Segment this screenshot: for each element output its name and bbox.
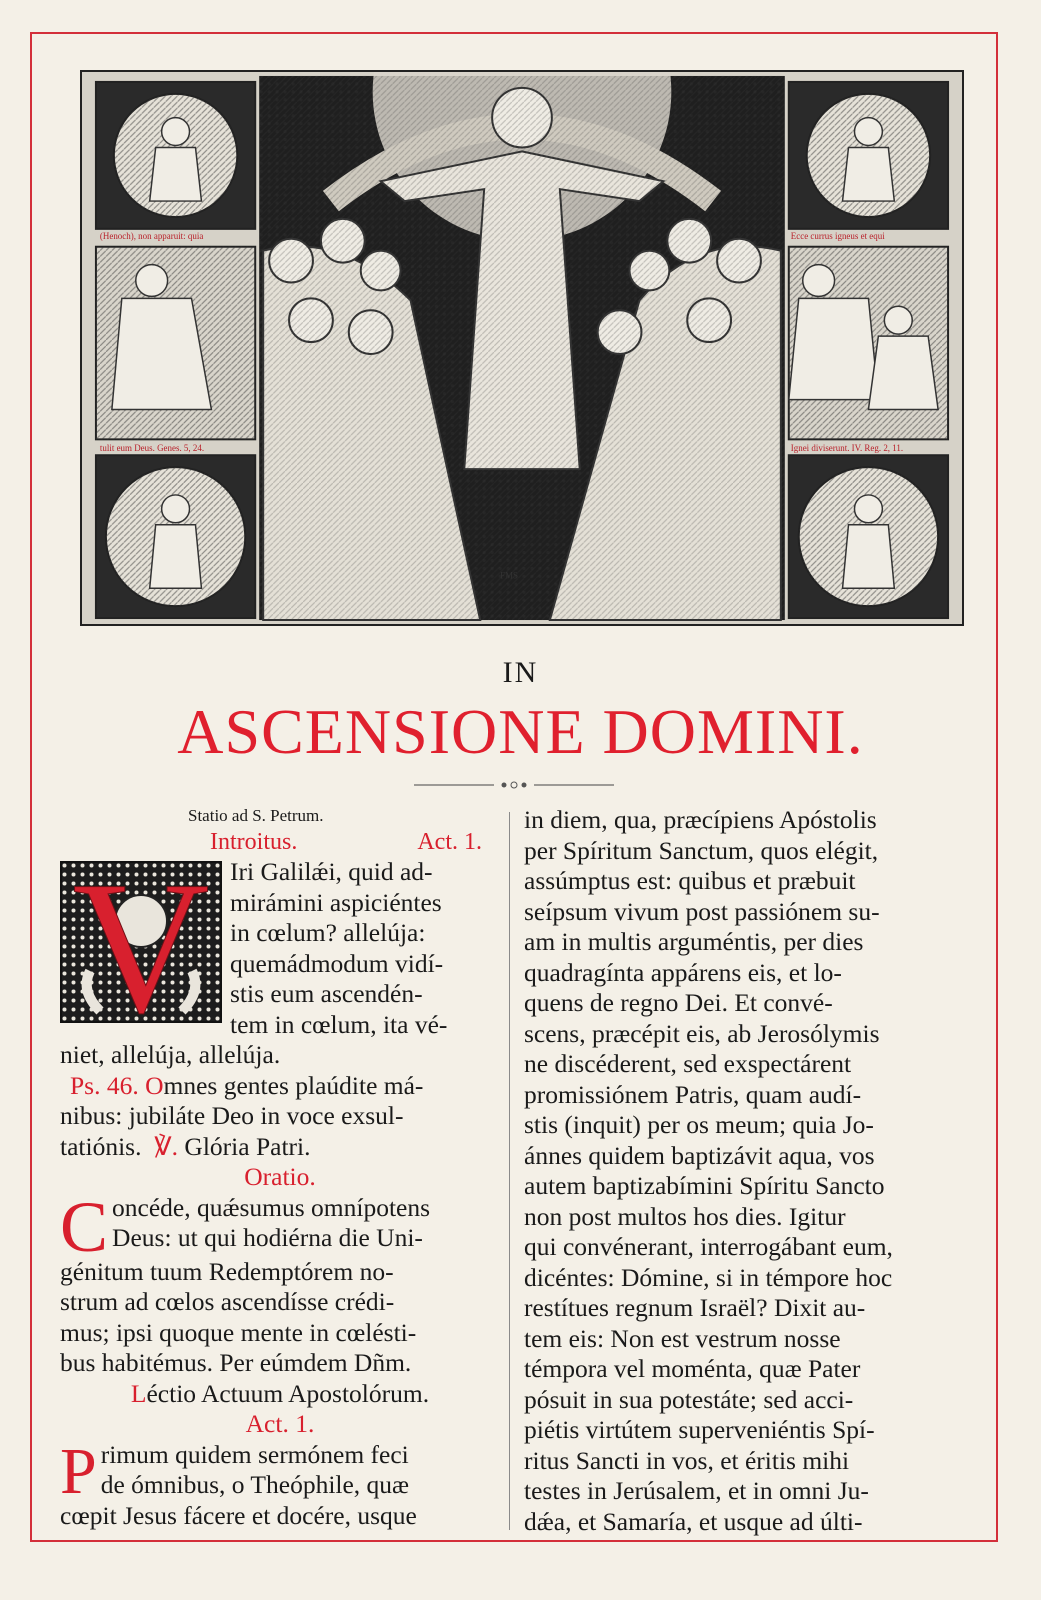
reading-line: ritus Sancti in vos, et éritis mihi <box>524 1445 850 1475</box>
reading-line: stis (inquit) per os meum; quia Jo- <box>524 1110 874 1139</box>
introitus-line: stis eum ascendén- <box>230 979 423 1008</box>
oratio-line: oncéde, quǽsumus omnípotens <box>112 1192 431 1222</box>
psalm-reference: Ps. 46. <box>70 1070 139 1100</box>
oratio-line: bus habitémus. Per eúmdem Dñm. <box>60 1348 412 1377</box>
reading-line: autem baptizabímini Spíritu Sancto <box>524 1171 885 1200</box>
caption-mid-left: tulit eum Deus. Genes. 5, 24. <box>99 443 205 454</box>
reading-line: dicéntes: Dómine, si in témpore hoc <box>524 1262 893 1292</box>
lectio-line: de ómnibus, o Theóphile, quæ <box>100 1470 410 1499</box>
reading-line: témpora vel moménta, quæ Pater <box>524 1354 861 1383</box>
reading-line: assúmptus est: quibus et præbuit <box>524 866 856 895</box>
introitus-reference: Act. 1. <box>417 829 482 855</box>
oratio-label: Oratio. <box>244 1162 316 1191</box>
psalm-line: nibus: jubiláte Deo in voce exsul- <box>60 1101 404 1130</box>
statio-line: Statio ad S. Petrum. <box>188 806 324 825</box>
reading-line: quens de regno Dei. Et convé- <box>524 988 833 1017</box>
oratio-line: strum ad cœlos ascendísse crédi- <box>60 1287 395 1316</box>
reading-line: promissiónem Patris, quam audí- <box>524 1079 862 1109</box>
reading-line: pósuit in sua potestáte; sed acci- <box>524 1384 854 1414</box>
reading-line: testes in Jerúsalem, et in omni Ju- <box>524 1476 869 1505</box>
reading-line: ne discéderent, sed exspectárent <box>524 1049 852 1078</box>
lectio-block <box>60 1434 500 1532</box>
versicle-symbol: ℣. <box>154 1131 179 1161</box>
caption-mid-right: Ignei diviserunt. IV. Reg. 2, 11. <box>790 443 904 454</box>
title-ornament <box>414 778 614 792</box>
feast-pretitle: IN <box>502 656 539 689</box>
reading-line: per Spíritum Sanctum, quos elégit, <box>524 835 879 865</box>
reading-line: in diem, qua, præcípiens Apóstolis <box>524 805 877 834</box>
reading-line: restítues regnum Israël? Dixit au- <box>524 1293 866 1322</box>
left-column <box>60 805 500 1531</box>
ascension-engraving <box>80 70 964 626</box>
right-column <box>524 805 980 1537</box>
introitus-line: quemádmodum vidí- <box>230 948 444 978</box>
dropcap-c: C <box>60 1186 109 1267</box>
lectio-title-text: éctio Actuum Apostolórum. <box>146 1378 430 1408</box>
feast-title: ASCENSIONE DOMINI. <box>177 696 864 767</box>
introitus-line: mirámini aspiciéntes <box>230 887 442 917</box>
reading-line: ánnes quidem baptizávit aqua, vos <box>524 1140 875 1170</box>
reading-line: qui convénerant, interrogábant eum, <box>524 1232 893 1261</box>
psalm-line: mnes gentes plaúdite má- <box>163 1070 424 1100</box>
lectio-initial: L <box>130 1378 147 1408</box>
gloria-patri: Glória Patri. <box>184 1131 311 1161</box>
oratio-line: génitum tuum Redemptórem no- <box>60 1256 394 1286</box>
column-divider <box>509 812 510 1530</box>
reading-line: non post multos hos dies. Igitur <box>524 1201 846 1231</box>
introitus-line: tem in cœlum, ita vé- <box>230 1009 448 1039</box>
introitus-header <box>60 827 500 857</box>
introitus-line: Iri Galilǽi, quid ad- <box>230 857 433 886</box>
psalm-line: tatiónis. <box>60 1131 142 1161</box>
oratio-line: Deus: ut qui hodiérna die Uni- <box>112 1223 423 1252</box>
introitus-block <box>60 857 500 1071</box>
engraving-illustration <box>82 72 962 624</box>
reading-line: dǽa, et Samaría, et usque ad últi- <box>524 1506 863 1536</box>
reading-line: scens, præcépit eis, ab Jerosólymis <box>524 1018 880 1048</box>
psalm-block <box>60 1071 500 1163</box>
lectio-title <box>60 1379 500 1410</box>
lectio-line: rimum quidem sermónem feci <box>100 1439 409 1469</box>
lectio-reference: Act. 1. <box>245 1409 315 1438</box>
reading-line: am in multis arguméntis, per dies <box>524 927 864 956</box>
oratio-block <box>60 1186 500 1379</box>
dropcap-v-letter: V <box>72 861 210 1023</box>
introitus-label: Introitus. <box>210 829 298 855</box>
caption-top-right: Ecce currus igneus et equi <box>790 230 885 241</box>
dropcap-p: P <box>60 1434 97 1508</box>
psalm-initial: O <box>145 1070 164 1100</box>
introitus-line: niet, allelúja, allelúja. <box>60 1040 281 1069</box>
engraver-monogram: FMS <box>500 570 519 581</box>
reading-line: seípsum vivum post passiónem su- <box>524 896 880 926</box>
illuminated-initial-v <box>60 861 222 1023</box>
introitus-line: in cœlum? allelúja: <box>230 918 426 947</box>
lectio-line: cœpit Jesus fácere et docére, usque <box>60 1500 417 1530</box>
reading-line: piétis virtútem superveniéntis Spí- <box>524 1415 875 1444</box>
caption-top-left: (Henoch), non apparuit: quia <box>99 230 204 241</box>
reading-line: quadragínta appárens eis, et lo- <box>524 957 842 987</box>
reading-line: tem eis: Non est vestrum nosse <box>524 1323 841 1353</box>
oratio-line: mus; ipsi quoque mente in cœlésti- <box>60 1317 417 1347</box>
